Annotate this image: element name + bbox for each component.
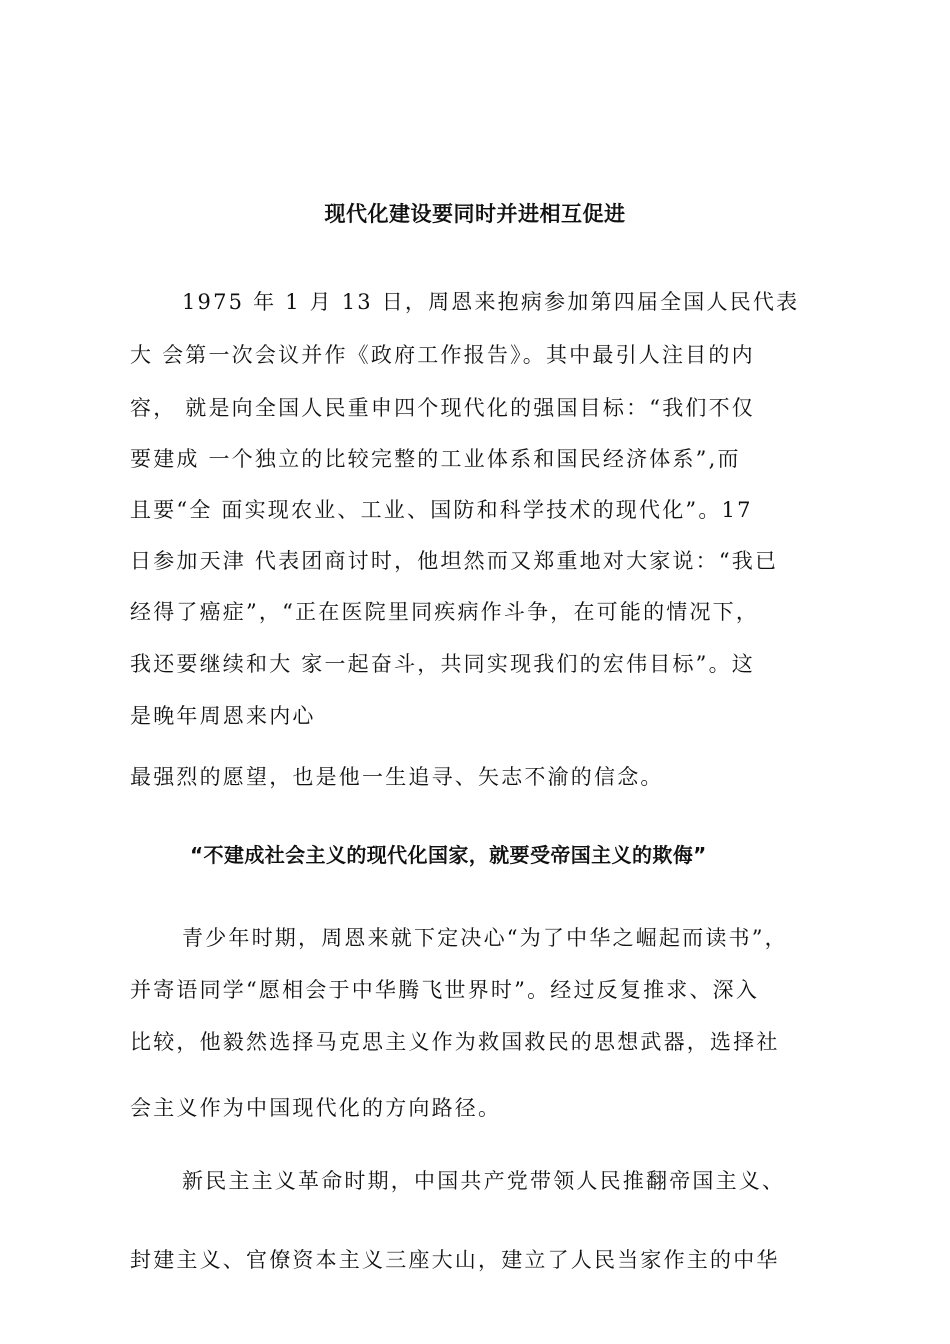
paragraph-line: 比较，他毅然选择马克思主义作为救国救民的思想武器，选择社 <box>130 1030 780 1054</box>
paragraph-line: 日参加天津 代表团商讨时，他坦然而又郑重地对大家说：“我已 <box>130 549 779 573</box>
paragraph-line: 封建主义、官僚资本主义三座大山，建立了人民当家作主的中华 <box>130 1248 780 1272</box>
document-title: 现代化建设要同时并进相互促进 <box>324 202 626 226</box>
section-subheading: “不建成社会主义的现代化国家，就要受帝国主义的欺侮” <box>190 843 707 867</box>
paragraph-line: 最强烈的愿望，也是他一生追寻、矢志不渝的信念。 <box>130 765 664 789</box>
paragraph-line: 经得了癌症”，“正在医院里同疾病作斗争，在可能的情况下， <box>130 600 760 624</box>
paragraph-line: 大 会第一次会议并作《政府工作报告》。其中最引人注目的内 <box>130 343 755 367</box>
paragraph-line: 容， 就是向全国人民重申四个现代化的强国目标：“我们不仅 <box>130 396 756 420</box>
paragraph-line: 并寄语同学“愿相会于中华腾飞世界时”。经过反复推求、深入 <box>130 978 760 1002</box>
paragraph-line: 要建成 一个独立的比较完整的工业体系和国民经济体系”,而 <box>130 447 741 471</box>
paragraph-line: 青少年时期，周恩来就下定决心“为了中华之崛起而读书”， <box>182 926 788 950</box>
paragraph-line: 1975 年 1 月 13 日，周恩来抱病参加第四届全国人民代表 <box>182 290 800 314</box>
paragraph-line: 且要“全 面实现农业、工业、国防和科学技术的现代化”。17 <box>130 498 753 522</box>
paragraph-line: 新民主主义革命时期，中国共产党带领人民推翻帝国主义、 <box>182 1169 786 1193</box>
paragraph-line: 我还要继续和大 家一起奋斗，共同实现我们的宏伟目标”。这 <box>130 652 756 676</box>
paragraph-line: 会主义作为中国现代化的方向路径。 <box>130 1096 502 1120</box>
paragraph-line: 是晚年周恩来内心 <box>130 704 316 728</box>
